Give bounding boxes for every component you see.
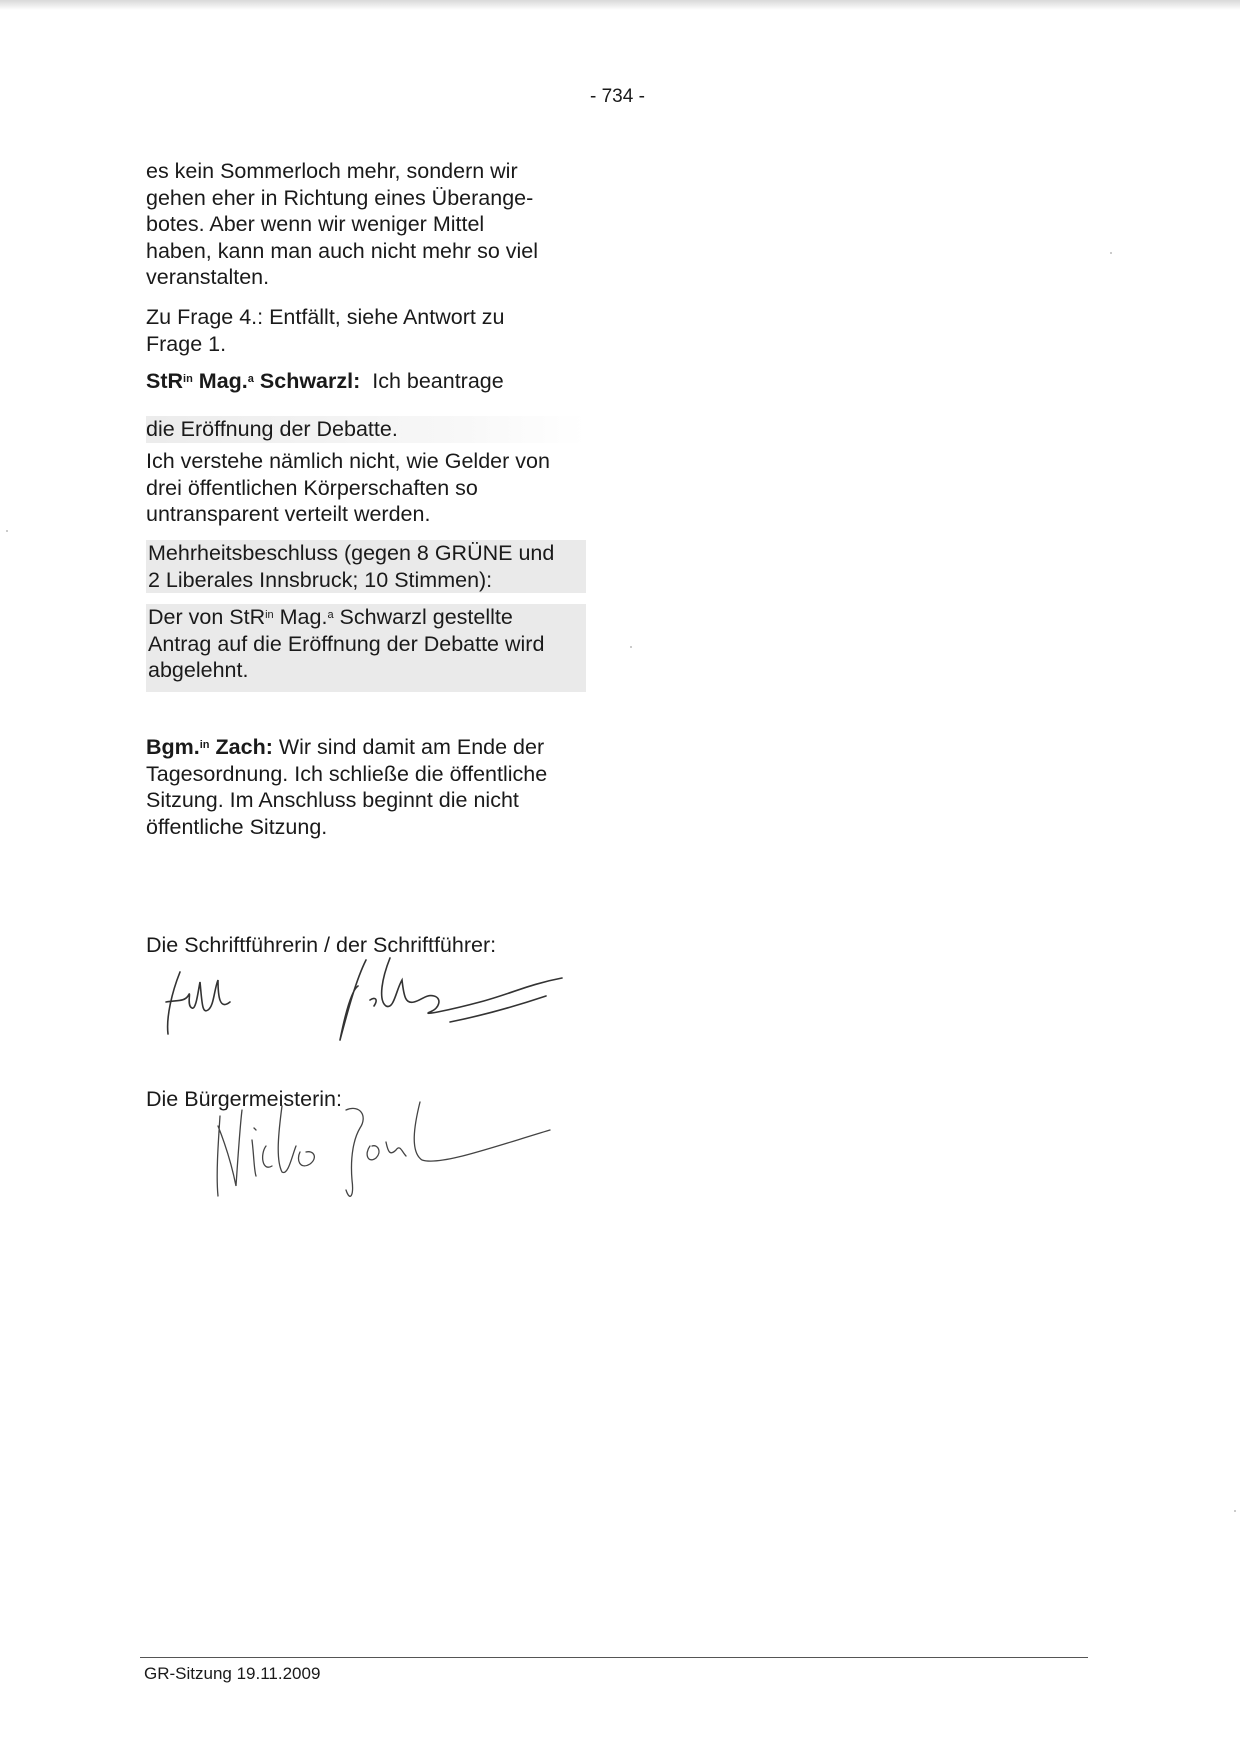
- speaker-title-suffix: in: [183, 373, 193, 385]
- scan-speck: [1110, 252, 1112, 254]
- scan-edge: [0, 0, 1240, 10]
- text-line: die Eröffnung der Debatte.: [146, 417, 398, 441]
- footer-meeting-date: GR-Sitzung 19.11.2009: [144, 1664, 321, 1683]
- paragraph-reason: [146, 448, 586, 528]
- speaker-title: StR: [146, 369, 184, 393]
- page-number: - 734 -: [590, 86, 645, 107]
- secretary-signature-1: [158, 962, 248, 1042]
- speaker-line: [146, 734, 586, 761]
- secretary-label: Die Schriftführerin / der Schriftführer:: [146, 933, 497, 957]
- scan-speck: [630, 646, 632, 648]
- text-line: abgelehnt.: [148, 658, 249, 682]
- text-line: es kein Sommerloch mehr, sondern wir: [146, 159, 518, 183]
- speaker-academic-title: Mag.: [198, 369, 248, 393]
- paragraph-motion: [146, 416, 586, 443]
- speaker-name: Bgm.$^{in}$ Zach:: [146, 735, 273, 759]
- mayor-label: Die Bürgermeisterin:: [146, 1087, 342, 1111]
- speech-text: Ich beantrage: [372, 369, 504, 393]
- paragraph-speaker-zach: [146, 734, 586, 840]
- text-line: Tagesordnung. Ich schließe die öffentliche: [146, 761, 548, 786]
- text-line: botes. Aber wenn wir weniger Mittel: [146, 212, 485, 236]
- text-line: Der von StR$^{in}$ Mag.$^a$ Schwarzl gestellte: [148, 605, 513, 629]
- secretary-signature-2: [330, 950, 570, 1050]
- text-line: Antrag auf die Eröffnung der Debatte wird: [148, 631, 545, 656]
- footer-rule: [140, 1657, 1088, 1658]
- paragraph-question-4: [146, 304, 586, 357]
- text-line: haben, kann man auch nicht mehr so viel: [146, 238, 539, 263]
- paragraph-continuation: [146, 158, 586, 291]
- speaker-surname: Schwarzl:: [259, 369, 361, 393]
- text-line: 2 Liberales Innsbruck; 10 Stimmen):: [148, 567, 493, 592]
- speaker-academic-suffix: a: [247, 373, 254, 385]
- text-line: Frage 1.: [146, 331, 227, 356]
- speech-text: Wir sind damit am Ende der: [278, 735, 545, 759]
- resolution-vote: [146, 540, 586, 593]
- speaker-line: [146, 368, 586, 395]
- text-line: Sitzung. Im Anschluss beginnt die nicht: [146, 788, 519, 812]
- speaker-name: [146, 369, 360, 393]
- text-line: gehen eher in Richtung eines Überange-: [146, 185, 534, 210]
- text-line: Ich verstehe nämlich nicht, wie Gelder von: [146, 449, 550, 473]
- text-line: Mehrheitsbeschluss (gegen 8 GRÜNE und: [148, 541, 555, 565]
- text-line: Zu Frage 4.: Entfällt, siehe Antwort zu: [146, 305, 505, 329]
- paragraph-speaker-schwarzl: [146, 368, 586, 395]
- scan-speck: [1234, 1510, 1236, 1512]
- text-line: öffentliche Sitzung.: [146, 814, 328, 839]
- text-line: drei öffentlichen Körperschaften so: [146, 475, 478, 500]
- text-line: untransparent verteilt werden.: [146, 502, 431, 526]
- scan-speck: [6, 530, 8, 532]
- mayor-signature: [210, 1096, 560, 1206]
- text-line: veranstalten.: [146, 265, 270, 289]
- resolution-result: [146, 604, 586, 692]
